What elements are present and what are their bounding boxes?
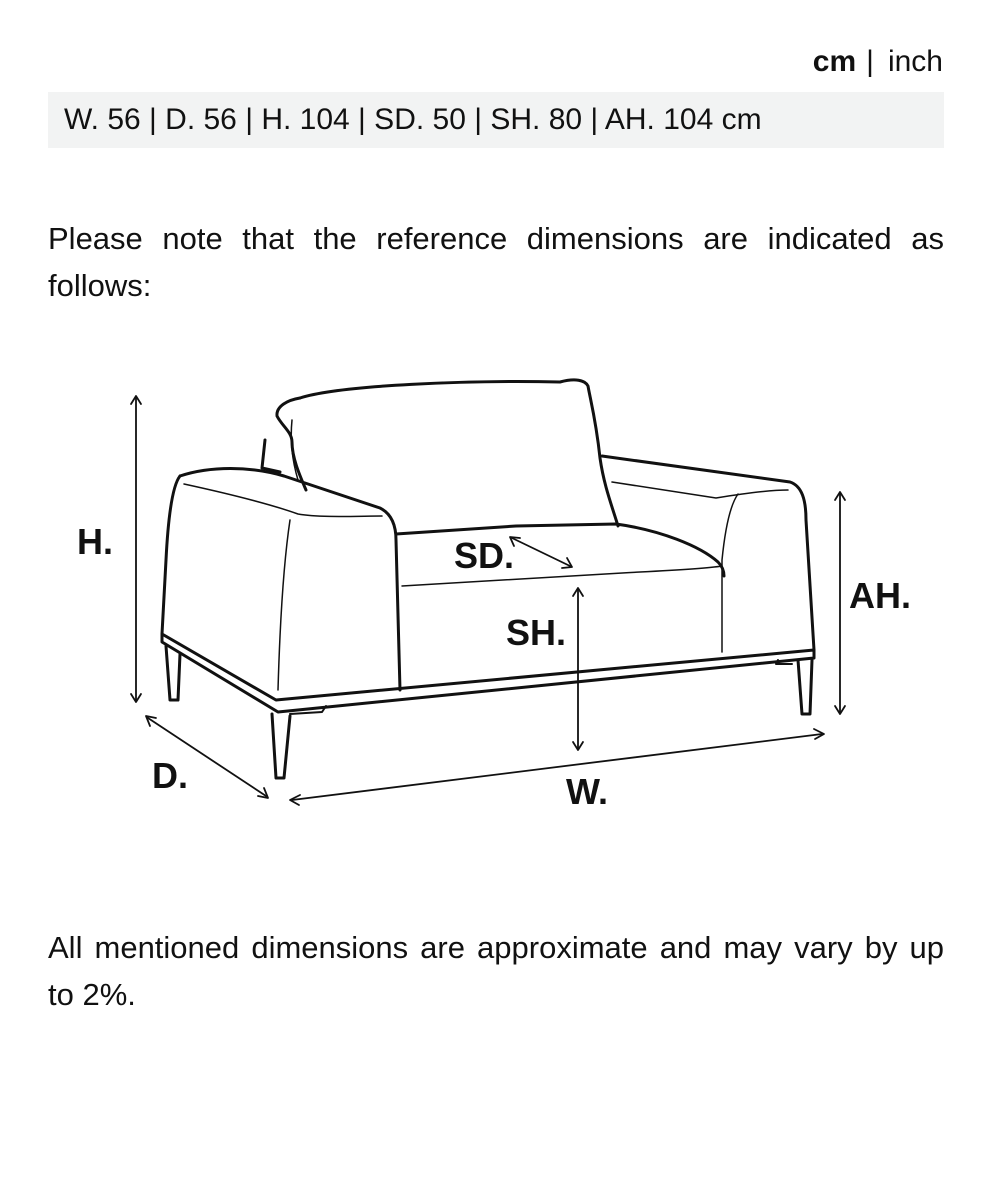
reference-note: Please note that the reference dimensions are indicated as follows: [48,221,944,303]
height-label: H. [77,521,113,562]
arm-height-label: AH. [849,575,911,616]
unit-separator: | [866,45,874,78]
width-label: W. [566,771,608,812]
seat-depth-label: SD. [454,535,515,576]
approximation-note: All mentioned dimensions are approximate and may vary by up to 2%. [48,930,944,1012]
depth-label: D. [152,755,188,796]
dimension-diagram [60,370,940,820]
unit-cm-option[interactable]: cm [812,45,857,78]
unit-inch-option[interactable]: inch [887,45,943,78]
unit-toggle [813,42,943,82]
seat-height-label: SH. [506,612,567,653]
armchair-illustration [60,370,940,820]
dimensions-summary: W. 56 | D. 56 | H. 104 | SD. 50 | SH. 80 | AH. 104 cm [48,92,944,148]
